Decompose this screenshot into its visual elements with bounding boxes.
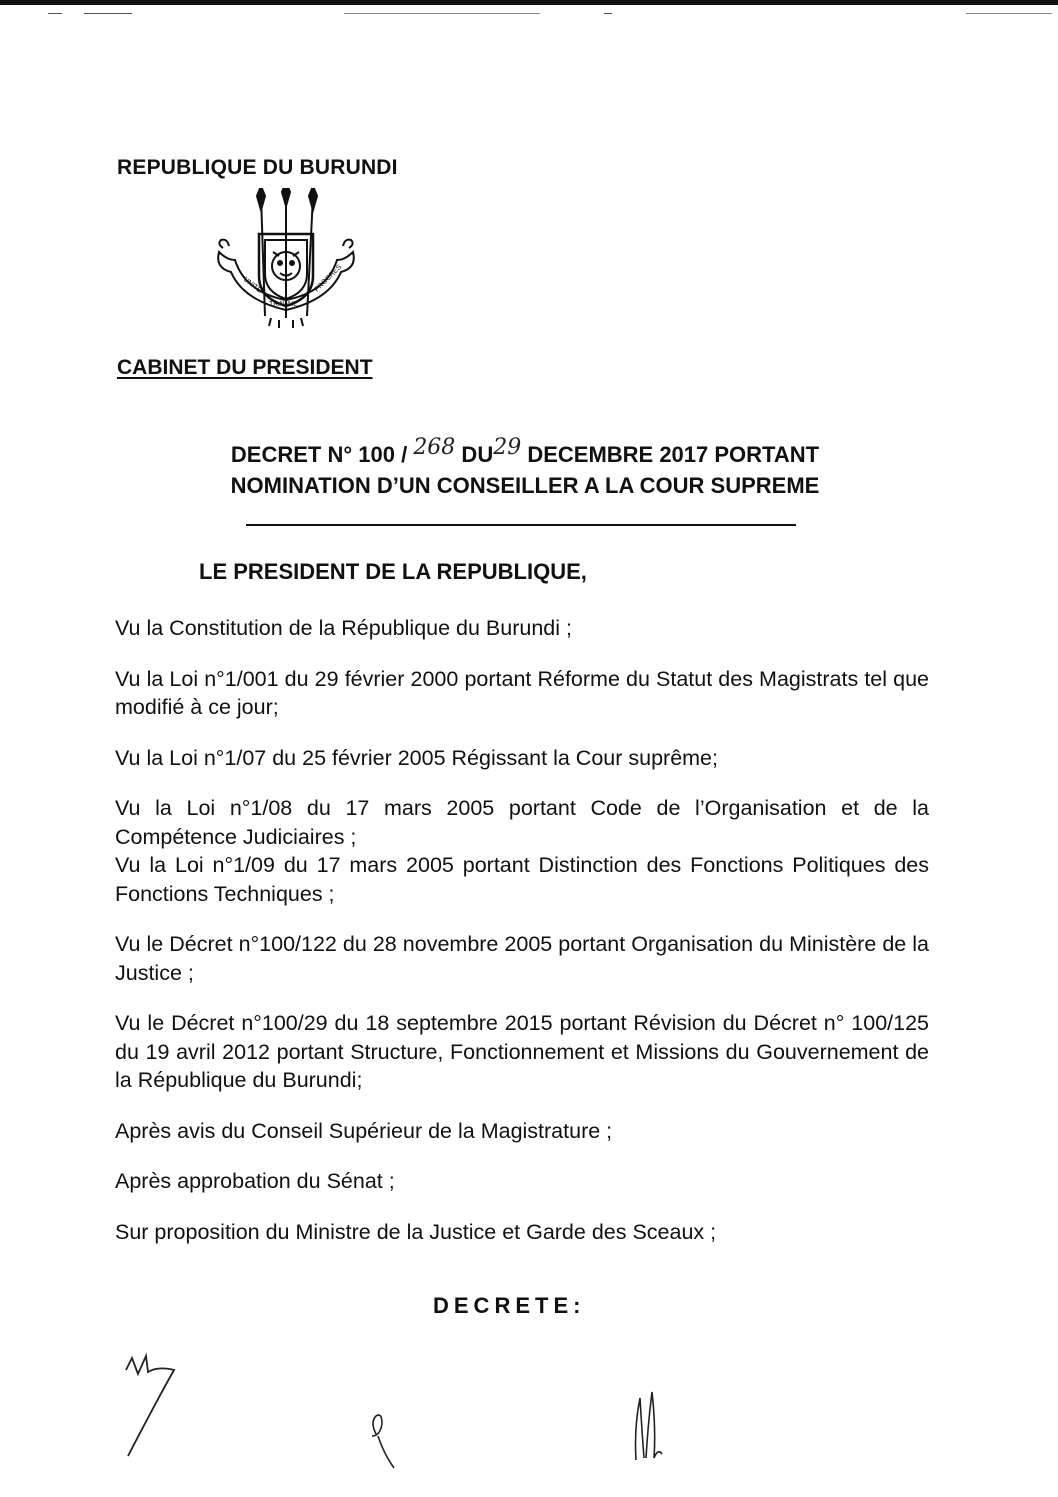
decree-title	[150, 435, 900, 501]
consideration-law-1-09: Vu la Loi n°1/09 du 17 mars 2005 portant Distinction des Fonctions Politiques des Fonctions Techniques ;	[115, 853, 929, 906]
svg-text:PROGRES: PROGRES	[313, 263, 344, 294]
consideration-senat: Après approbation du Sénat ;	[115, 1169, 395, 1193]
consideration-law-1-07: Vu la Loi n°1/07 du 25 février 2005 Régissant la Cour suprême;	[115, 745, 718, 770]
consideration-constitution: Vu la Constitution de la République du Burundi ;	[115, 616, 572, 640]
decree-date-rest: DECEMBRE 2017 PORTANT	[521, 442, 820, 467]
handwritten-decree-number: 268	[413, 435, 456, 460]
scan-artifact	[966, 13, 1052, 14]
handwritten-initials-middle	[366, 1412, 402, 1474]
scan-top-border	[0, 0, 1058, 5]
scan-artifact	[604, 13, 612, 14]
decree-title-line-1	[150, 435, 900, 471]
decree-prefix: DECRET N° 100 /	[230, 442, 414, 467]
consideration-decree-100-122: Vu le Décret n°100/122 du 28 novembre 2005 portant Organisation du Ministère de la Justice ;	[115, 932, 929, 985]
handwritten-day: 29	[493, 435, 522, 460]
scan-artifact	[344, 13, 540, 14]
consideration-law-1-001: Vu la Loi n°1/001 du 29 février 2000 portant Réforme du Statut des Magistrats tel que modifié à ce jour;	[115, 666, 929, 719]
scan-artifact	[84, 13, 132, 14]
svg-text:TRAVAIL: TRAVAIL	[269, 301, 298, 308]
republic-heading: REPUBLIQUE DU BURUNDI	[117, 156, 398, 179]
cabinet-heading: CABINET DU PRESIDENT	[117, 356, 373, 379]
consideration-conseil-superieur: Après avis du Conseil Supérieur de la Magistrature ;	[115, 1118, 613, 1143]
considerations-list	[115, 614, 929, 1268]
decree-title-line-2: NOMINATION D’UN CONSEILLER A LA COUR SUPREME	[230, 473, 820, 498]
coat-of-arms-emblem	[213, 188, 359, 330]
consideration-law-1-08: Vu la Loi n°1/08 du 17 mars 2005 portant Code de l’Organisation et de la Compétence Judiciaires ;	[115, 796, 929, 849]
handwritten-initials-left	[118, 1352, 182, 1464]
decree-du: DU	[455, 442, 494, 467]
svg-text:UNITE: UNITE	[241, 276, 263, 295]
handwritten-initials-right	[628, 1388, 668, 1468]
consideration-ministre-justice: Sur proposition du Ministre de la Justice et Garde des Sceaux ;	[115, 1219, 717, 1244]
scan-artifact	[48, 13, 62, 14]
title-divider	[246, 524, 796, 526]
consideration-decree-100-29: Vu le Décret n°100/29 du 18 septembre 2015 portant Révision du Décret n° 100/125 du 19 avril 2012 portant Structure, Fonctionnement et Missions du Gouvernement de la République du Burundi;	[115, 1011, 929, 1092]
decrete-heading: DECRETE:	[433, 1293, 586, 1318]
president-heading: LE PRESIDENT DE LA REPUBLIQUE,	[199, 559, 587, 584]
